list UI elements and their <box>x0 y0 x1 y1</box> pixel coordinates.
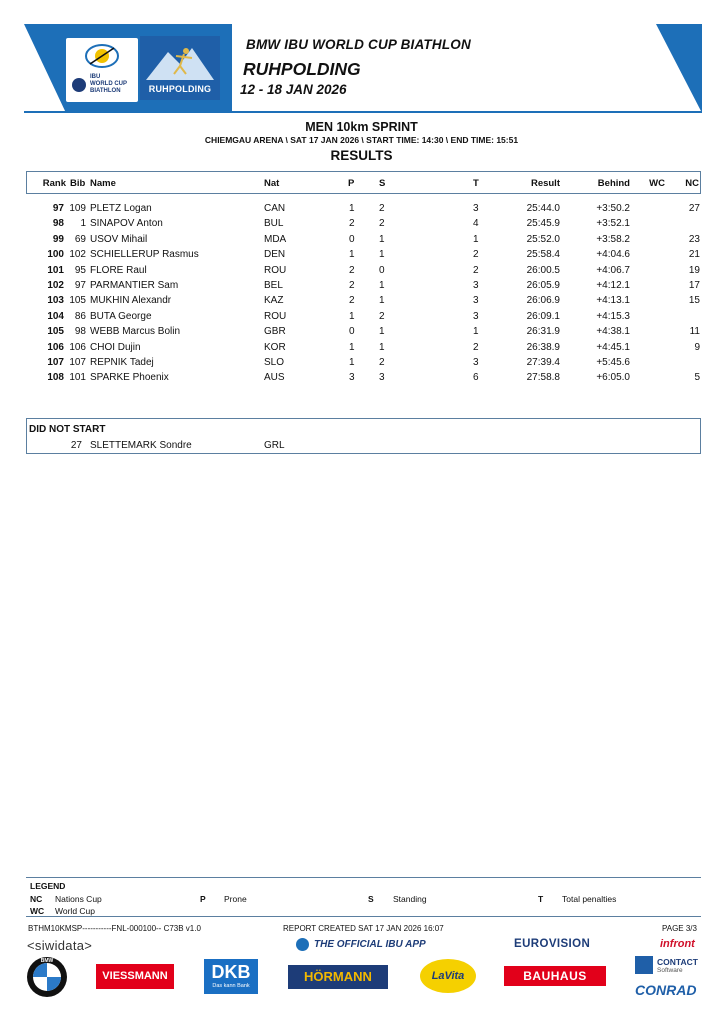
contact-software-logo <box>635 955 703 977</box>
cell-bib: 95 <box>74 264 86 276</box>
cell-nat: SLO <box>264 357 285 368</box>
cell-nat: GBR <box>264 326 286 338</box>
cell-t: 3 <box>473 310 479 322</box>
table-row <box>0 342 723 357</box>
cell-s: 2 <box>379 310 385 322</box>
ibu-app-icon <box>296 938 309 951</box>
cell-rank: 108 <box>47 372 64 384</box>
cell-p: 1 <box>349 341 355 353</box>
cell-nc: 21 <box>688 249 700 261</box>
table-row <box>0 234 723 249</box>
dkb-logo <box>204 959 258 994</box>
cell-nat: BEL <box>264 280 283 291</box>
cell-t: 3 <box>473 203 479 214</box>
cell-name: CHOI Dujin <box>90 341 141 353</box>
col-rank: Rank <box>42 178 66 189</box>
viessmann-logo: VIESSMANN <box>96 964 174 989</box>
bmw-mini-icon <box>72 78 86 92</box>
cell-result: 26:00.5 <box>526 264 560 276</box>
cell-t: 2 <box>473 264 479 276</box>
cell-rank: 101 <box>47 264 64 276</box>
cell-bib: 109 <box>69 203 86 214</box>
legend-code-s: S <box>368 894 374 904</box>
cell-p: 1 <box>349 249 355 261</box>
cell-result: 25:58.4 <box>526 249 560 261</box>
cell-behind: +4:13.1 <box>596 295 630 307</box>
cell-result: 26:05.9 <box>526 280 560 291</box>
cell-nat: MDA <box>264 233 287 245</box>
cell-behind: +4:38.1 <box>596 326 630 338</box>
cell-nc: 19 <box>688 264 700 276</box>
cell-behind: +4:12.1 <box>596 280 630 291</box>
lavita-logo: LaVita <box>420 959 476 993</box>
hormann-logo: HÖRMANN <box>288 965 388 989</box>
cell-p: 2 <box>349 280 355 291</box>
cell-rank: 98 <box>52 218 64 230</box>
table-row <box>0 326 723 341</box>
table-row <box>0 218 723 233</box>
cell-nat: DEN <box>264 249 286 261</box>
ruhpolding-logo <box>140 36 220 100</box>
cell-t: 4 <box>473 218 479 230</box>
cell-name: BUTA George <box>90 310 152 322</box>
col-prone: P <box>348 178 355 189</box>
cell-behind: +5:45.6 <box>596 357 630 368</box>
ruhpolding-logo-text: RUHPOLDING <box>148 84 212 94</box>
logo-line-1: IBU <box>90 74 101 80</box>
cell-p: 0 <box>349 326 355 338</box>
competition-subtitle: CHIEMGAU ARENA \ SAT 17 JAN 2026 \ START TIME: 14:30 \ END TIME: 15:51 <box>204 135 519 145</box>
cell-nat: KAZ <box>264 295 284 307</box>
cell-t: 2 <box>473 341 479 353</box>
cell-p: 3 <box>349 372 355 384</box>
cell-behind: +6:05.0 <box>596 372 630 384</box>
dns-nat: GRL <box>264 440 285 451</box>
cell-t: 2 <box>473 249 479 261</box>
cell-name: PARMANTIER Sam <box>90 280 179 291</box>
cell-nat: CAN <box>264 203 286 214</box>
cell-nc: 23 <box>688 233 700 245</box>
cell-nc: 5 <box>694 372 700 384</box>
cell-bib: 69 <box>74 233 86 245</box>
cell-nc: 15 <box>688 295 700 307</box>
col-standing: S <box>379 178 386 189</box>
col-total: T <box>473 178 479 189</box>
cell-t: 3 <box>473 295 479 307</box>
conrad-logo: CONRAD <box>635 982 697 998</box>
header-band-right <box>656 24 702 113</box>
cell-bib: 98 <box>74 326 86 338</box>
event-series: BMW IBU WORLD CUP BIATHLON <box>246 37 471 52</box>
cell-behind: +3:52.1 <box>596 218 630 230</box>
logo-line-3: BIATHLON <box>90 88 121 94</box>
cell-behind: +3:50.2 <box>596 203 630 214</box>
table-row <box>0 280 723 295</box>
cell-bib: 101 <box>69 372 86 384</box>
cell-result: 25:52.0 <box>526 233 560 245</box>
cell-s: 0 <box>379 264 385 276</box>
cell-name: FLORE Raul <box>90 264 147 276</box>
cell-bib: 1 <box>80 218 86 230</box>
cell-p: 1 <box>349 310 355 322</box>
cell-name: REPNIK Tadej <box>90 357 154 368</box>
cell-p: 2 <box>349 264 355 276</box>
cell-p: 2 <box>349 295 355 307</box>
table-row <box>0 357 723 372</box>
biathlon-globe-icon <box>84 42 120 70</box>
legend-code-p: P <box>200 894 206 904</box>
legend-code-t: T <box>538 894 544 904</box>
cell-rank: 103 <box>47 295 64 307</box>
infront-logo: infront <box>660 938 695 950</box>
cell-name: WEBB Marcus Bolin <box>90 326 181 338</box>
cell-name: SPARKE Phoenix <box>90 372 169 384</box>
report-created: REPORT CREATED SAT 17 JAN 2026 16:07 <box>283 924 444 933</box>
col-nat: Nat <box>264 178 280 189</box>
cell-rank: 99 <box>52 233 64 245</box>
cell-p: 1 <box>349 203 355 214</box>
eurovision-logo: EUROVISION <box>514 938 591 950</box>
cell-rank: 104 <box>47 310 64 322</box>
bauhaus-logo: BAUHAUS <box>504 966 606 986</box>
cell-result: 25:45.9 <box>526 218 560 230</box>
page-number: PAGE 3/3 <box>662 924 697 933</box>
col-nc: NC <box>685 178 699 189</box>
contact-text: CONTACT <box>657 957 698 967</box>
cell-name: MUKHIN Alexandr <box>90 295 172 307</box>
ibu-world-cup-logo <box>66 38 138 102</box>
cell-s: 1 <box>379 326 385 338</box>
cell-nc: 11 <box>689 326 700 338</box>
competition-title: MEN 10km SPRINT <box>305 120 418 134</box>
contact-tagline: Software <box>657 967 683 974</box>
cell-t: 1 <box>473 233 479 245</box>
table-row <box>0 249 723 264</box>
cell-behind: +3:58.2 <box>596 233 630 245</box>
cell-behind: +4:04.6 <box>596 249 630 261</box>
dns-bib: 27 <box>70 440 82 451</box>
cell-name: SINAPOV Anton <box>90 218 163 230</box>
cell-result: 26:38.9 <box>526 341 560 353</box>
cell-t: 1 <box>473 326 479 338</box>
cell-bib: 97 <box>74 280 86 291</box>
table-row <box>0 372 723 387</box>
cell-behind: +4:15.3 <box>596 310 630 322</box>
cell-rank: 107 <box>47 357 64 368</box>
table-row <box>0 203 723 218</box>
event-dates: 12 - 18 JAN 2026 <box>240 82 347 97</box>
cell-nat: BUL <box>264 218 284 230</box>
event-venue: RUHPOLDING <box>243 59 361 79</box>
table-row <box>0 295 723 310</box>
section-title: RESULTS <box>330 148 393 163</box>
bmw-logo-text: BMW <box>40 958 54 964</box>
ibu-app-text: THE OFFICIAL IBU APP <box>314 939 426 950</box>
legend-label-t: Total penalties <box>562 894 617 904</box>
cell-behind: +4:45.1 <box>596 341 630 353</box>
cell-result: 27:39.4 <box>526 357 560 368</box>
cell-nc: 9 <box>694 341 700 353</box>
cell-result: 26:06.9 <box>526 295 560 307</box>
header-rule <box>24 111 702 113</box>
document-code: BTHM10KMSP-----------FNL-000100-- C73B v1.0 <box>28 924 201 933</box>
legend-label-p: Prone <box>224 894 247 904</box>
col-wc: WC <box>649 178 665 189</box>
cell-s: 3 <box>379 372 385 384</box>
cell-p: 0 <box>349 233 355 245</box>
cell-s: 1 <box>379 249 385 261</box>
cell-rank: 106 <box>47 341 64 353</box>
cell-p: 1 <box>349 357 355 368</box>
dkb-tagline: Das kann Bank <box>212 983 250 989</box>
legend-code-nc: NC <box>30 894 43 904</box>
cell-s: 2 <box>379 357 385 368</box>
cell-result: 26:31.9 <box>526 326 560 338</box>
cell-name: PLETZ Logan <box>90 203 152 214</box>
cell-s: 2 <box>379 203 385 214</box>
cell-result: 27:58.8 <box>526 372 560 384</box>
cell-t: 6 <box>473 372 479 384</box>
cell-bib: 102 <box>69 249 86 261</box>
cell-nc: 27 <box>688 203 700 214</box>
cell-s: 1 <box>379 280 385 291</box>
cell-nat: KOR <box>264 341 286 353</box>
dns-name: SLETTEMARK Sondre <box>90 440 192 451</box>
mountain-skier-icon <box>146 42 214 80</box>
cell-nc: 17 <box>688 280 700 291</box>
cell-p: 2 <box>349 218 355 230</box>
legend-code-wc: WC <box>30 906 45 916</box>
cell-rank: 102 <box>47 280 64 291</box>
cell-result: 25:44.0 <box>526 203 560 214</box>
cell-nat: ROU <box>264 264 287 276</box>
cell-rank: 105 <box>47 326 64 338</box>
col-bib: Bib <box>70 178 86 189</box>
siwidata-logo: <siwidata> <box>27 938 93 953</box>
cell-s: 1 <box>379 233 385 245</box>
cell-nat: AUS <box>264 372 285 384</box>
cell-behind: +4:06.7 <box>596 264 630 276</box>
table-row <box>0 311 723 326</box>
legend-title: LEGEND <box>30 881 66 891</box>
legend-label-wc: World Cup <box>55 906 95 916</box>
contact-c-icon <box>635 956 653 974</box>
table-row <box>0 265 723 280</box>
col-behind: Behind <box>597 178 630 189</box>
legend-label-nc: Nations Cup <box>55 894 102 904</box>
cell-s: 2 <box>379 218 385 230</box>
cell-bib: 86 <box>74 310 86 322</box>
logo-line-2: WORLD CUP <box>90 81 127 87</box>
cell-t: 3 <box>473 280 479 291</box>
cell-rank: 100 <box>47 249 64 261</box>
cell-s: 1 <box>379 341 385 353</box>
dns-title: DID NOT START <box>29 424 106 435</box>
col-name: Name <box>90 178 116 189</box>
dkb-logo-text: DKB <box>211 962 251 982</box>
cell-bib: 106 <box>69 341 86 353</box>
legend-label-s: Standing <box>393 894 427 904</box>
cell-name: USOV Mihail <box>90 233 148 245</box>
col-result: Result <box>530 178 560 189</box>
cell-s: 1 <box>379 295 385 307</box>
dns-row <box>0 440 723 455</box>
cell-rank: 97 <box>52 203 64 214</box>
bmw-logo <box>27 957 67 997</box>
cell-bib: 105 <box>69 295 86 307</box>
cell-result: 26:09.1 <box>526 310 560 322</box>
cell-t: 3 <box>473 357 479 368</box>
cell-name: SCHIELLERUP Rasmus <box>90 249 199 261</box>
cell-nat: ROU <box>264 310 287 322</box>
cell-bib: 107 <box>69 357 86 368</box>
